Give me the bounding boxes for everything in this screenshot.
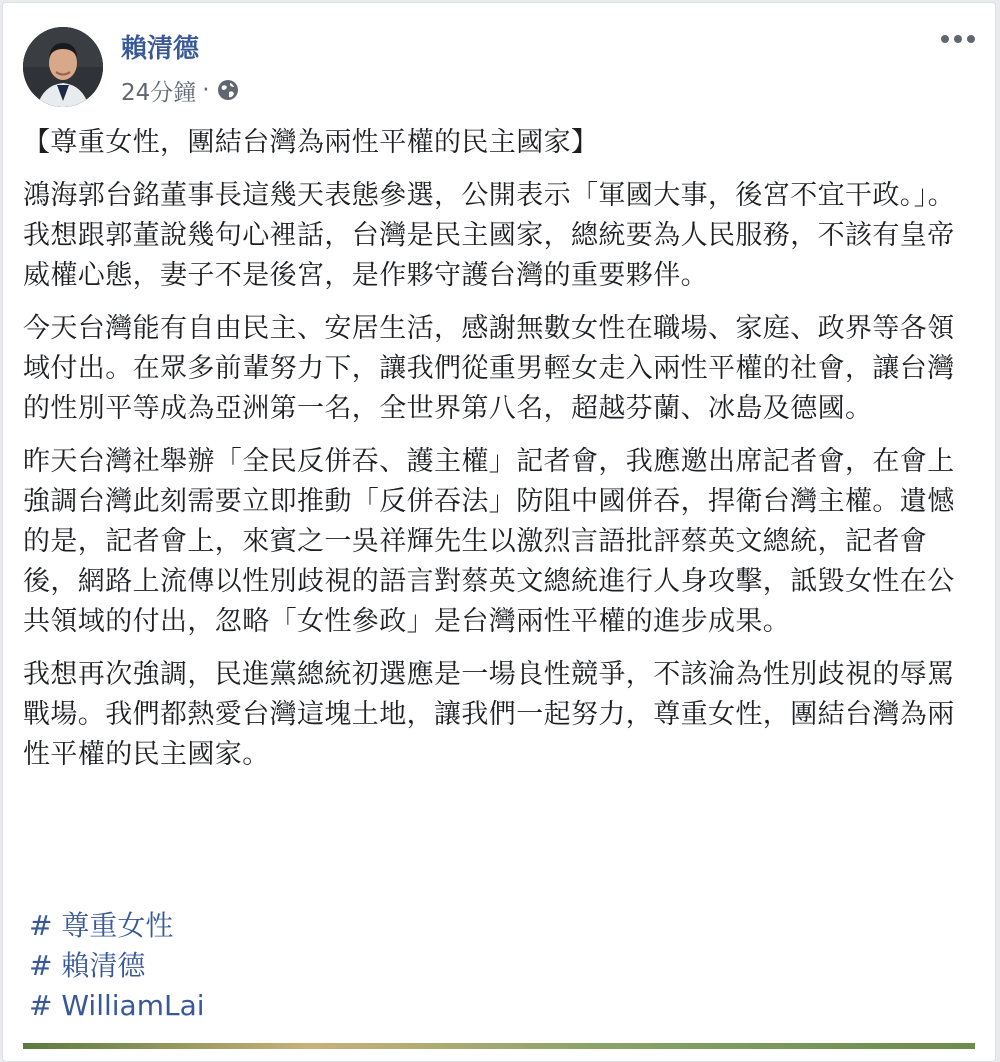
globe-icon[interactable] xyxy=(216,78,240,102)
attached-photo-preview[interactable] xyxy=(23,1043,975,1049)
post-paragraph: 昨天台灣社舉辦「全民反併吞、護主權」記者會，我應邀出席記者會，在會上強調台灣此刻需要立即推動「反併吞法」防阻中國併吞，捍衛台灣主權。遺憾的是，記者會上，來賓之一吳祥輝先生以激烈言語批評蔡英文總統，記者會後，網路上流傳以性別歧視的語言對蔡英文總統進行人身攻擊，詆毀女性在公共領域的付出，忽略「女性參政」是台灣兩性平權的進步成果。 xyxy=(23,446,955,637)
post-meta xyxy=(121,73,240,107)
more-dot xyxy=(967,35,975,43)
post-card xyxy=(2,2,996,1062)
post-paragraph: 鴻海郭台銘董事長這幾天表態參選，公開表示「軍國大事，後宮不宜干政。」。我想跟郭董說幾句心裡話，台灣是民主國家，總統要為人民服務，不該有皇帝威權心態，妻子不是後宮，是作夥守護台灣的重要夥伴。 xyxy=(23,180,955,291)
post-timestamp[interactable]: 24分鐘 xyxy=(121,79,197,106)
more-dot xyxy=(941,35,949,43)
post-paragraph: 我想再次強調，民進黨總統初選應是一場良性競爭，不該淪為性別歧視的辱罵戰場。我們都熱愛台灣這塊土地，讓我們一起努力，尊重女性，團結台灣為兩性平權的民主國家。 xyxy=(23,659,955,770)
hashtag-link[interactable]: # WilliamLai xyxy=(29,989,205,1022)
post-paragraph: 今天台灣能有自由民主、安居生活，感謝無數女性在職場、家庭、政界等各領域付出。在眾多前輩努力下，讓我們從重男輕女走入兩性平權的社會，讓台灣的性別平等成為亞洲第一名，全世界第八名，超越芬蘭、冰島及德國。 xyxy=(23,313,955,424)
post-body xyxy=(23,123,973,788)
meta-separator: · xyxy=(202,77,210,103)
hashtag-list xyxy=(29,906,205,1026)
more-options-icon[interactable] xyxy=(935,29,981,49)
post-headline: 【尊重女性，團結台灣為兩性平權的民主國家】 xyxy=(23,127,599,158)
more-dot xyxy=(954,35,962,43)
author-name[interactable]: 賴清德 xyxy=(121,34,200,64)
hashtag-link[interactable]: # 尊重女性 xyxy=(29,909,174,942)
avatar[interactable] xyxy=(23,27,103,107)
hashtag-link[interactable]: # 賴清德 xyxy=(29,949,146,982)
